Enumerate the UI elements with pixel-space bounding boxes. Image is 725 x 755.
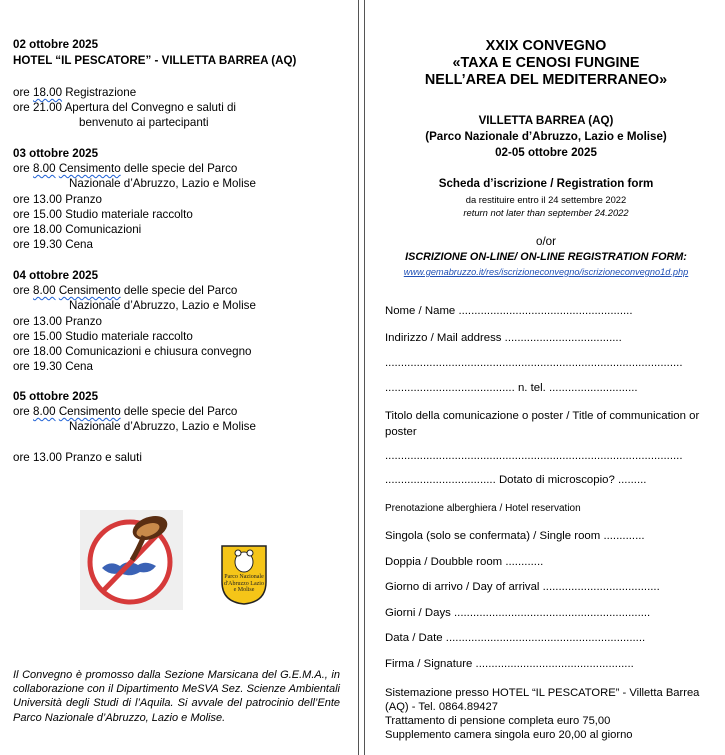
field-titolo: Titolo della comunicazione o poster / Title of communication or poster	[385, 410, 700, 438]
hotel-info	[385, 686, 715, 742]
program-line: Nazionale d’Abruzzo, Lazio e Molise	[69, 299, 256, 312]
place-line-2: (Parco Nazionale d’Abruzzo, Lazio e Molise)	[425, 130, 667, 143]
program-line: ore 15.00 Studio materiale raccolto	[13, 330, 193, 343]
gema-logo-icon	[80, 510, 183, 610]
hotel-info-line: Supplemento camera singola euro 20,00 al giorno	[385, 729, 633, 741]
program-line: ore 8.00 Censimento delle specie del Parco	[13, 284, 238, 297]
fold-line-right	[364, 0, 365, 755]
convegno-title-3: NELL’AREA DEL MEDITERRANEO»	[424, 72, 668, 88]
field-blank-line-2: ..............................................................................................	[385, 450, 683, 462]
dates-line: 02-05 ottobre 2025	[495, 146, 597, 159]
footer-note: Il Convegno è promosso dalla Sezione Marsicana del G.E.M.A., in collaborazione con il Dipartimento MeSVA Sez. Scienze Ambientali Università degli Studi di l’Aquila. Si avvale del patrocinio dell’Ente Parco Nazionale d’Abruzzo, Lazio e Molise.	[13, 669, 340, 724]
parco-logo-text: Parco Nazionale d'Abruzzo Lazio e Molise	[224, 574, 264, 593]
field-doppia: Doppia / Doubble room ............	[385, 556, 544, 568]
field-data: Data / Date ...............................................................	[385, 632, 646, 644]
program-line: ore 18.00 Comunicazioni e chiusura convegno	[13, 345, 252, 358]
hotel-info-line: Sistemazione presso HOTEL “IL PESCATORE” - Villetta Barrea (AQ) - Tel. 0864.89427	[385, 687, 700, 713]
hotel-line: HOTEL “IL PESCATORE” - VILLETTA BARREA (AQ)	[13, 54, 297, 67]
program-line: ore 13.00 Pranzo	[13, 193, 102, 206]
or-line: o/or	[536, 235, 556, 248]
program-line: benvenuto ai partecipanti	[79, 116, 209, 129]
scheda-title: Scheda d’iscrizione / Registration form	[438, 177, 654, 190]
field-tel: ......................................... n. tel. ............................	[385, 382, 638, 394]
online-title: ISCRIZIONE ON-LINE/ ON-LINE REGISTRATION FORM:	[405, 251, 687, 263]
field-giorni: Giorni / Days ..............................................................	[385, 607, 651, 619]
return-line: return not later than september 24.2022	[463, 207, 629, 218]
program-line: ore 18.00 Registrazione	[13, 86, 137, 99]
convegno-title-1: XXIX CONVEGNO	[485, 38, 607, 54]
hotel-info-line: Trattamento di pensione completa euro 75,00	[385, 715, 611, 727]
parco-logo	[218, 542, 270, 606]
program-line: ore 19.30 Cena	[13, 360, 93, 373]
day1-header: 02 ottobre 2025	[13, 38, 99, 51]
program-line: ore 21.00 Apertura del Convegno e saluti di	[13, 101, 237, 114]
program-line: Nazionale d’Abruzzo, Lazio e Molise	[69, 420, 256, 433]
program-line: ore 13.00 Pranzo	[13, 315, 102, 328]
field-singola: Singola (solo se confermata) / Single room .............	[385, 530, 645, 542]
field-indirizzo: Indirizzo / Mail address .....................................	[385, 332, 622, 344]
day3-header: 04 ottobre 2025	[13, 269, 99, 282]
fold-line-left	[358, 0, 359, 755]
program-line: ore 13.00 Pranzo e saluti	[13, 451, 142, 464]
convegno-title-2: «TAXA E CENOSI FUNGINE	[452, 55, 640, 71]
registration-link[interactable]: www.gemabruzzo.it/res/iscrizioneconvegno/iscrizioneconvegno1d.php	[403, 267, 689, 277]
program-line: ore 8.00 Censimento delle specie del Parco	[13, 162, 238, 175]
program-line: ore 8.00 Censimento delle specie del Parco	[13, 405, 238, 418]
program-line: ore 19.30 Cena	[13, 238, 93, 251]
field-microscopio: ................................... Dotato di microscopio? .........	[385, 474, 647, 486]
program-line: Nazionale d’Abruzzo, Lazio e Molise	[69, 177, 256, 190]
field-arrivo: Giorno di arrivo / Day of arrival .....................................	[385, 581, 660, 593]
program-line: ore 15.00 Studio materiale raccolto	[13, 208, 193, 221]
program-line: ore 18.00 Comunicazioni	[13, 223, 142, 236]
field-prenotazione: Prenotazione alberghiera / Hotel reservation	[385, 503, 581, 514]
day2-header: 03 ottobre 2025	[13, 147, 99, 160]
day4-header: 05 ottobre 2025	[13, 390, 99, 403]
field-nome: Nome / Name .......................................................	[385, 305, 633, 317]
field-blank-line: ..............................................................................................	[385, 357, 683, 369]
restituire-line: da restituire entro il 24 settembre 2022	[465, 194, 627, 205]
place-line-1: VILLETTA BARREA (AQ)	[478, 114, 614, 127]
gema-logo	[80, 510, 183, 610]
field-firma: Firma / Signature ..................................................	[385, 658, 634, 670]
